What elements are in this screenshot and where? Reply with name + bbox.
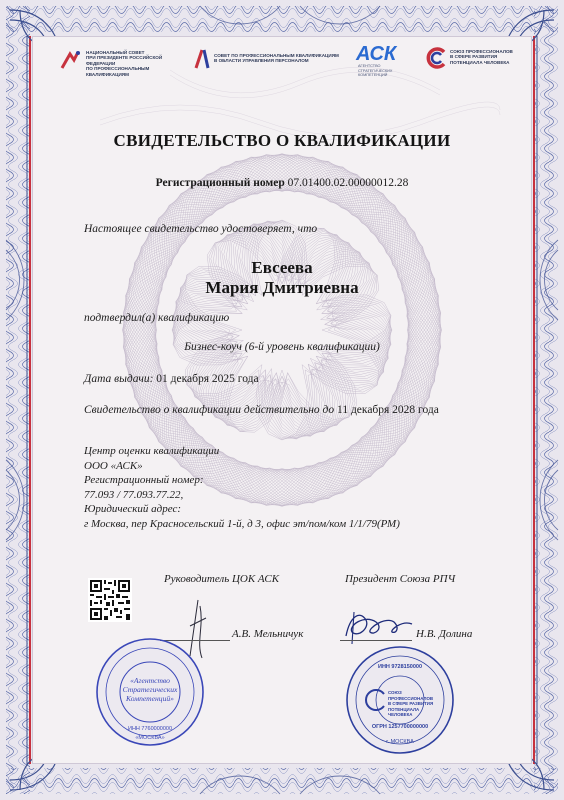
right-signatory-name: Н.В. Долина <box>416 628 473 640</box>
center-line: Центр оценки квалификации <box>84 445 220 457</box>
registration-line <box>0 177 564 189</box>
rpch-stamp-inn: ИНН 9728150000 <box>377 664 422 670</box>
validity-value: 11 декабря 2028 года <box>337 404 439 416</box>
rpch-union-logo-icon <box>424 46 448 70</box>
registration-label: Регистрационный номер <box>155 177 285 189</box>
center-info <box>84 444 400 532</box>
center-line: ООО «АСК» <box>84 459 143 472</box>
center-line: 77.093 / 77.093.77.22, <box>84 488 184 501</box>
rpch-union-logo-text: СОЮЗ ПРОФЕССИОНАЛОВ В СФЕРЕ РАЗВИТИЯ ПОТЕНЦИАЛА ЧЕЛОВЕКА <box>450 49 513 65</box>
issue-date-value: 01 декабря 2025 года <box>156 373 259 385</box>
validity-line <box>84 404 439 416</box>
rpch-stamp-center: СОЮЗ ПРОФЕССИОНАЛОВ В СФЕРЕ РАЗВИТИЯ ПОТЕНЦИАЛА ЧЕЛОВЕКА <box>388 690 434 718</box>
validity-label: Свидетельство о квалификации действительно до <box>84 404 335 416</box>
holder-surname: Евсеева <box>251 258 313 277</box>
registration-number: 07.01400.02.00000012.28 <box>287 177 409 189</box>
rpch-stamp <box>344 644 456 756</box>
right-signature-line <box>340 640 412 641</box>
personnel-council-logo-icon <box>192 48 212 70</box>
qr-code-icon <box>88 578 132 622</box>
rpch-stamp-ogrn: ОГРН 1257700000000 <box>371 724 429 730</box>
ack-stamp-center: «Агентство Стратегических Компетенций» <box>122 676 178 703</box>
left-signatory-role: Руководитель ЦОК АСК <box>164 573 280 585</box>
issue-date-line <box>84 373 259 385</box>
certificate-title: СВИДЕТЕЛЬСТВО О КВАЛИФИКАЦИИ <box>113 131 451 150</box>
ack-stamp-inn: ИНН 7760000000 <box>127 726 172 732</box>
intro-text: Настоящее свидетельство удостоверяет, что <box>84 223 318 235</box>
right-signatory-role: Президент Союза РПЧ <box>345 573 456 585</box>
qualification-text: Бизнес-коуч (6-й уровень квалификации) <box>184 341 380 353</box>
personnel-council-logo-text: СОВЕТ ПО ПРОФЕССИОНАЛЬНЫМ КВАЛИФИКАЦИЯМ В ОБЛАСТИ УПРАВЛЕНИЯ ПЕРСОНАЛОМ <box>214 53 339 64</box>
center-line: Регистрационный номер: <box>84 474 204 487</box>
national-council-logo-icon <box>60 50 84 70</box>
holder-given-names: Мария Дмитриевна <box>205 278 359 297</box>
rpch-stamp-city: г. МОСКВА <box>386 739 414 745</box>
ack-stamp-city: «МОСКВА» <box>135 735 165 741</box>
issue-date-label: Дата выдачи: <box>84 373 154 385</box>
center-line: г Москва, пер Красносельский 1-й, д 3, офис эт/пом/ком 1/1/79(РМ) <box>84 517 400 530</box>
national-council-logo-text: НАЦИОНАЛЬНЫЙ СОВЕТ ПРИ ПРЕЗИДЕНТЕ РОССИЙСКОЙ ФЕДЕРАЦИИ ПО ПРОФЕССИОНАЛЬНЫМ КВАЛИФИКАЦИЯМ <box>86 50 163 77</box>
ack-stamp <box>94 636 206 748</box>
confirmed-text: подтвердил(а) квалификацию <box>84 312 230 324</box>
ack-logo: АСК АГЕНТСТВО СТРАТЕГИЧЕСКИХ КОМПЕТЕНЦИЙ <box>356 43 397 77</box>
left-signatory-name: А.В. Мельничук <box>232 628 304 640</box>
center-line: Юридический адрес: <box>84 503 182 516</box>
